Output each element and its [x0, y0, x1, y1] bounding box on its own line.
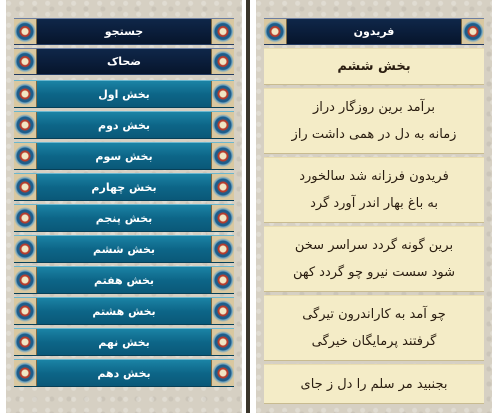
left-panel	[6, 0, 242, 413]
ornament-icon	[14, 329, 37, 355]
ornament-icon	[14, 360, 37, 386]
verse-line: بجنبید مر سلم را دل ز جای	[300, 376, 448, 392]
section-label: بخش ششم	[92, 242, 156, 256]
section-label: بخش سوم	[95, 149, 153, 163]
ornament-icon	[14, 298, 37, 324]
verse-line: چو آمد به کاراندرون تیرگی	[302, 307, 446, 322]
ornament-icon	[14, 174, 37, 200]
verse-item	[264, 364, 484, 404]
ornament-icon	[211, 174, 234, 200]
ornament-icon	[211, 112, 234, 138]
verse-item	[264, 88, 484, 154]
section-item-8[interactable]	[14, 297, 234, 325]
ornament-icon	[211, 49, 234, 74]
subtitle-bar	[14, 48, 234, 75]
verse-item	[264, 157, 484, 223]
section-item-4[interactable]	[14, 173, 234, 201]
ornament-icon	[211, 329, 234, 355]
subtitle-text: ضحاک	[107, 55, 141, 68]
ornament-icon	[14, 112, 37, 138]
ornament-icon	[14, 205, 37, 231]
ornament-icon	[14, 267, 37, 293]
ornament-icon	[211, 19, 234, 44]
verse-line: به باغ بهار اندر آورد گرد	[310, 196, 438, 211]
ornament-icon	[14, 81, 37, 107]
panel-divider	[246, 0, 250, 413]
ornament-icon	[264, 19, 287, 44]
ornament-icon	[211, 143, 234, 169]
verse-line: فریدون فرزانه شد سالخورد	[299, 169, 449, 184]
verse-line: شود سست نیرو چو گردد کهن	[292, 265, 456, 280]
verse-line: برین گونه گردد سراسر سخن	[294, 238, 454, 253]
section-label: بخش دوم	[98, 118, 150, 132]
section-item-5[interactable]	[14, 204, 234, 232]
ornament-icon	[211, 205, 234, 231]
search-label: جستجو	[104, 25, 144, 38]
verse-item	[264, 226, 484, 292]
verse-item	[264, 295, 484, 361]
title-bar	[264, 18, 484, 45]
section-item-3[interactable]	[14, 142, 234, 170]
ornament-icon	[211, 298, 234, 324]
section-item-2[interactable]	[14, 111, 234, 139]
right-panel	[256, 0, 492, 413]
ornament-icon	[211, 81, 234, 107]
section-label: بخش چهارم	[91, 180, 157, 194]
search-button[interactable]	[14, 18, 234, 45]
section-label: بخش دهم	[97, 366, 151, 380]
section-heading	[264, 48, 484, 85]
ornament-icon	[14, 19, 37, 44]
section-item-9[interactable]	[14, 328, 234, 356]
section-label: بخش نهم	[98, 335, 150, 349]
ornament-icon	[211, 236, 234, 262]
verse-line: برآمد برین روزگار دراز	[312, 100, 436, 115]
ornament-icon	[14, 236, 37, 262]
ornament-icon	[14, 49, 37, 74]
section-label: بخش اول	[98, 87, 150, 101]
page-title: فریدون	[353, 25, 395, 38]
section-item-1[interactable]	[14, 80, 234, 108]
section-item-6[interactable]	[14, 235, 234, 263]
section-heading-text: بخش ششم	[337, 59, 411, 74]
section-label: بخش هشتم	[92, 304, 156, 318]
verse-line: زمانه به دل در همی داشت راز	[291, 127, 457, 142]
section-item-10[interactable]	[14, 359, 234, 387]
ornament-icon	[211, 267, 234, 293]
section-label: بخش هفتم	[93, 273, 155, 287]
section-label: بخش پنجم	[95, 211, 153, 225]
ornament-icon	[211, 360, 234, 386]
section-item-7[interactable]	[14, 266, 234, 294]
verse-line: گرفتند پرمایگان خیرگی	[311, 334, 437, 349]
ornament-icon	[461, 19, 484, 44]
ornament-icon	[14, 143, 37, 169]
